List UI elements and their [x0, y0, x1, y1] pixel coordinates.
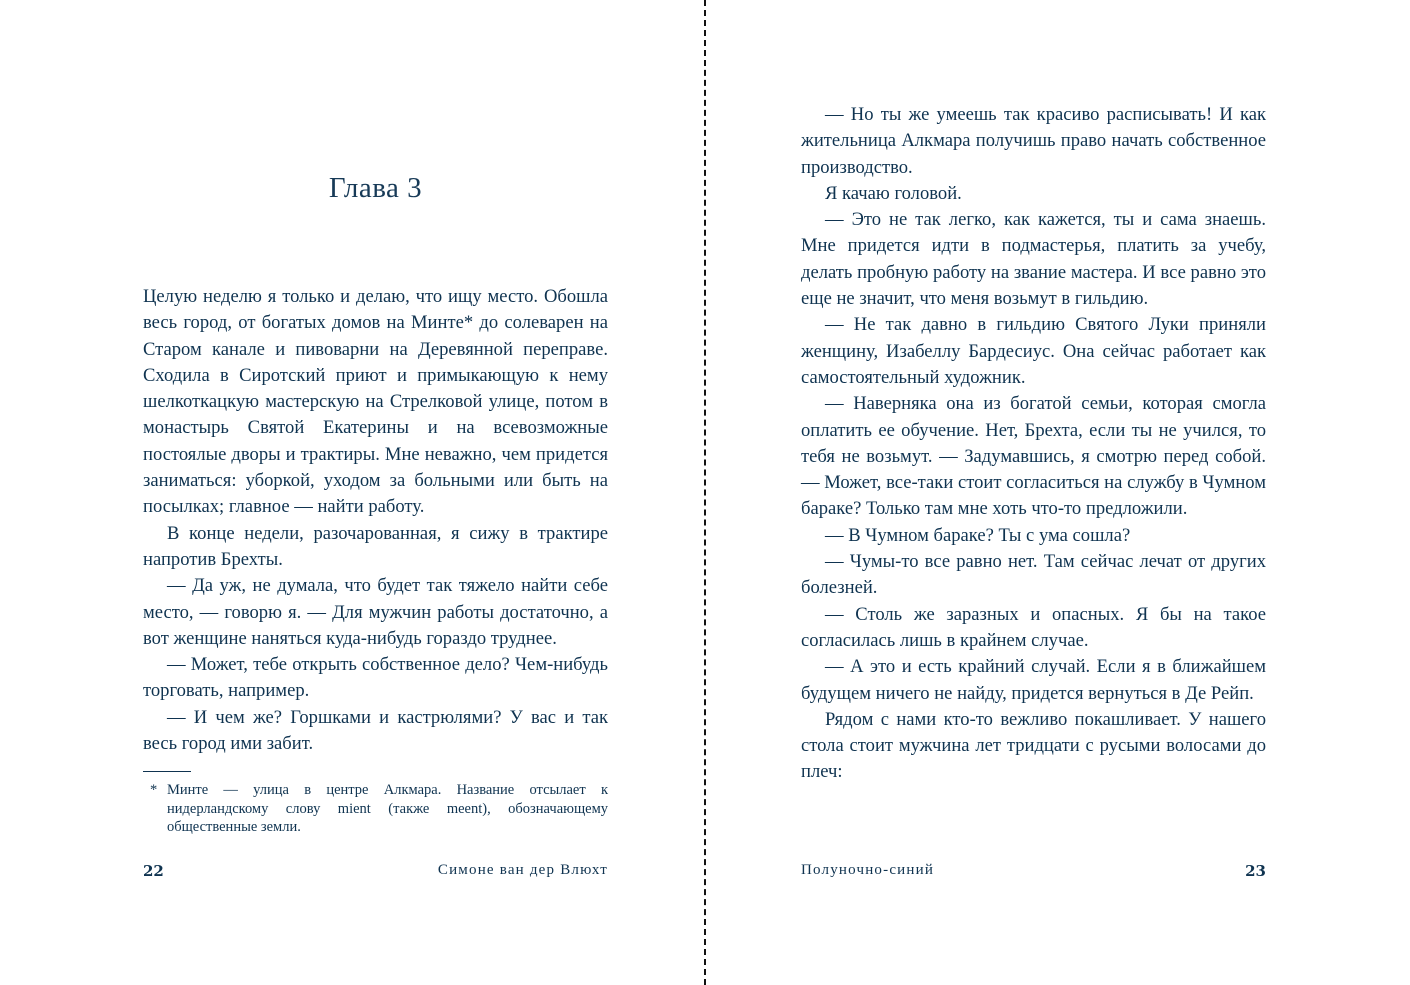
- right-body-text: [801, 102, 1266, 786]
- paragraph: Рядом с нами кто-то вежливо покашливает. У нашего стола стоит мужчина лет тридцати с русыми волосами до плеч:: [801, 708, 1266, 783]
- paragraph: — Это не так легко, как кажется, ты и сама знаешь. Мне придется идти в подмастерья, платить за учебу, делать пробную работу на звание мастера. И все равно это еще не значит, что меня возьмут в гильдию.: [801, 209, 1266, 310]
- footnote-rule: [143, 771, 191, 772]
- paragraph: — Столь же заразных и опасных. Я бы на такое согласилась лишь в крайнем случае.: [801, 603, 1266, 651]
- footnote-text: Минте — улица в центре Алкмара. Название отсылает к нидерландскому слову mient (также meent), обозначающему общественные земли.: [167, 782, 608, 835]
- footnote-mark: *: [150, 782, 158, 798]
- paragraph: — Чумы-то все равно нет. Там сейчас лечат от других болезней.: [801, 551, 1266, 599]
- paragraph: — Наверняка она из богатой семьи, которая смогла оплатить ее обучение. Нет, Брехта, если ты не учился, то тебя не возьмут. — Задумавшись, я смотрю перед собой. — Может, все-таки стоит согласиться на службу в Чумном бараке? Только там мне хоть что-то предложили.: [801, 393, 1266, 520]
- paragraph: В конце недели, разочарованная, я сижу в трактире напротив Брехты.: [143, 522, 608, 570]
- left-body-text: [143, 284, 608, 757]
- page-number: 23: [1245, 862, 1266, 880]
- page-number: 22: [143, 862, 164, 880]
- left-page: [143, 0, 608, 985]
- chapter-title: Глава 3: [328, 172, 423, 204]
- page-divider: [704, 0, 706, 985]
- paragraph: Целую неделю я только и делаю, что ищу место. Обошла весь город, от богатых домов на Минте* до солеварен на Старом канале и пивоварни на Деревянной переправе. Сходила в Сиротский приют и примыкающую к нему шелкоткацкую мастерскую на Стрелковой улице, потом в монастырь Святой Екатерины и на всевозможные постоялые дворы и трактиры. Мне неважно, чем придется заниматься: уборкой, уходом за больными или быть на посылках; главное — найти работу.: [143, 286, 608, 518]
- paragraph: — Да уж, не думала, что будет так тяжело найти себе место, — говорю я. — Для мужчин работы достаточно, а вот женщине наняться куда-нибудь гораздо труднее.: [143, 575, 608, 649]
- running-head-title: Полуночно-синий: [801, 862, 935, 878]
- paragraph: — И чем же? Горшками и кастрюлями? У вас и так весь город ими забит.: [143, 706, 608, 755]
- paragraph: Я качаю головой.: [825, 182, 962, 204]
- paragraph: — В Чумном бараке? Ты с ума сошла?: [825, 524, 1131, 546]
- footnote: [143, 781, 608, 837]
- paragraph: — А это и есть крайний случай. Если я в ближайшем будущем ничего не найду, придется вернуться в Де Рейп.: [801, 656, 1266, 704]
- running-head-author: Симоне ван дер Влюхт: [437, 862, 608, 878]
- paragraph: — Не так давно в гильдию Святого Луки приняли женщину, Изабеллу Бардесиус. Она сейчас работает как самостоятельный художник.: [801, 314, 1266, 388]
- paragraph: — Но ты же умеешь так красиво расписывать! И как жительница Алкмара получишь право начать собственное производство.: [801, 104, 1266, 178]
- paragraph: — Может, тебе открыть собственное дело? Чем-нибудь торговать, например.: [143, 654, 608, 702]
- right-page: [801, 0, 1266, 985]
